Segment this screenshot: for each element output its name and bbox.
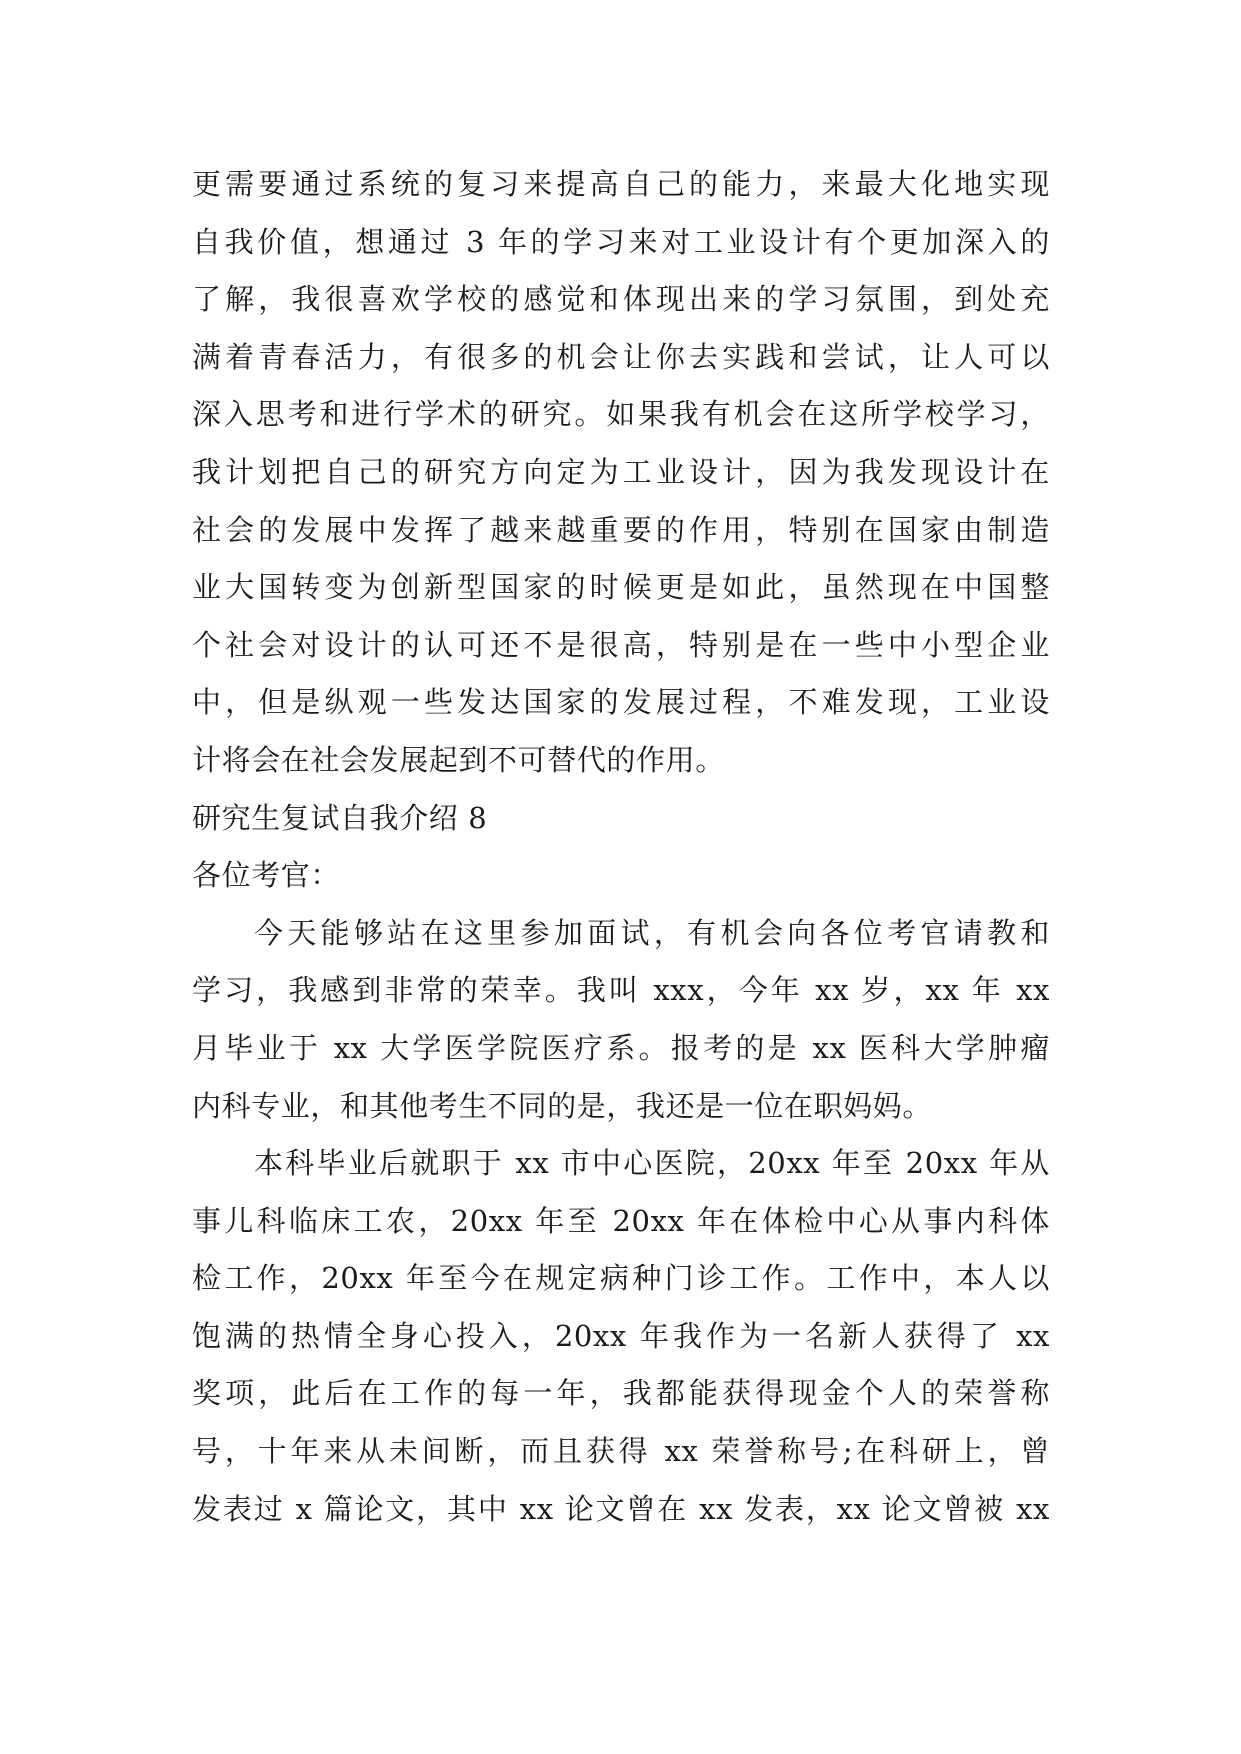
text-line: 更需要通过系统的复习来提高自己的能力，来最大化地实现 xyxy=(192,167,1050,201)
text-line: 深入思考和进行学术的研究。如果我有机会在这所学校学习， xyxy=(192,397,1050,432)
text-line: 满着青春活力，有很多的机会让你去实践和尝试，让人可以 xyxy=(192,339,1050,374)
paragraph-intro xyxy=(192,905,1050,1135)
text-line: 自我价值，想通过 3 年的学习来对工业设计有个更加深入的 xyxy=(192,224,1050,259)
text-line: 今天能够站在这里参加面试，有机会向各位考官请教和 xyxy=(254,915,1050,950)
text-line: 我计划把自己的研究方向定为工业设计，因为我发现设计在 xyxy=(192,454,1050,489)
text-line: 奖项，此后在工作的每一年，我都能获得现金个人的荣誉称 xyxy=(192,1376,1050,1411)
text-line: 计将会在社会发展起到不可替代的作用。 xyxy=(192,742,725,777)
text-line: 个社会对设计的认可还不是很高，特别是在一些中小型企业 xyxy=(192,627,1050,662)
paragraph-continuation xyxy=(192,156,1050,790)
text-line: 饱满的热情全身心投入，20xx 年我作为一名新人获得了 xx xyxy=(192,1318,1050,1353)
text-line: 社会的发展中发挥了越来越重要的作用，特别在国家由制造 xyxy=(192,512,1050,547)
text-line: 月毕业于 xx 大学医学院医疗系。报考的是 xx 医科大学肿瘤 xyxy=(192,1030,1050,1065)
salutation: 各位考官： xyxy=(192,858,341,893)
text-line: 发表过 x 篇论文，其中 xx 论文曾在 xx 发表，xx 论文曾被 xx xyxy=(192,1491,1050,1526)
text-line: 本科毕业后就职于 xx 市中心医院，20xx 年至 20xx 年从 xyxy=(254,1146,1050,1181)
document-body xyxy=(192,156,1050,1538)
text-line: 号，十年来从未间断，而且获得 xx 荣誉称号;在科研上，曾 xyxy=(192,1434,1050,1469)
text-line: 内科专业，和其他考生不同的是，我还是一位在职妈妈。 xyxy=(192,1088,933,1123)
text-line: 事儿科临床工农，20xx 年至 20xx 年在体检中心从事内科体 xyxy=(192,1203,1050,1238)
paragraph-work-history xyxy=(192,1135,1050,1538)
text-line: 学习，我感到非常的荣幸。我叫 xxx，今年 xx 岁，xx 年 xx xyxy=(192,973,1050,1008)
text-line: 了解，我很喜欢学校的感觉和体现出来的学习氛围，到处充 xyxy=(192,282,1050,317)
text-line: 中，但是纵观一些发达国家的发展过程，不难发现，工业设 xyxy=(192,685,1050,720)
text-line: 检工作，20xx 年至今在规定病种门诊工作。工作中，本人以 xyxy=(192,1261,1050,1296)
text-line: 业大国转变为创新型国家的时候更是如此，虽然现在中国整 xyxy=(192,570,1050,605)
section-title: 研究生复试自我介绍 8 xyxy=(192,800,488,835)
